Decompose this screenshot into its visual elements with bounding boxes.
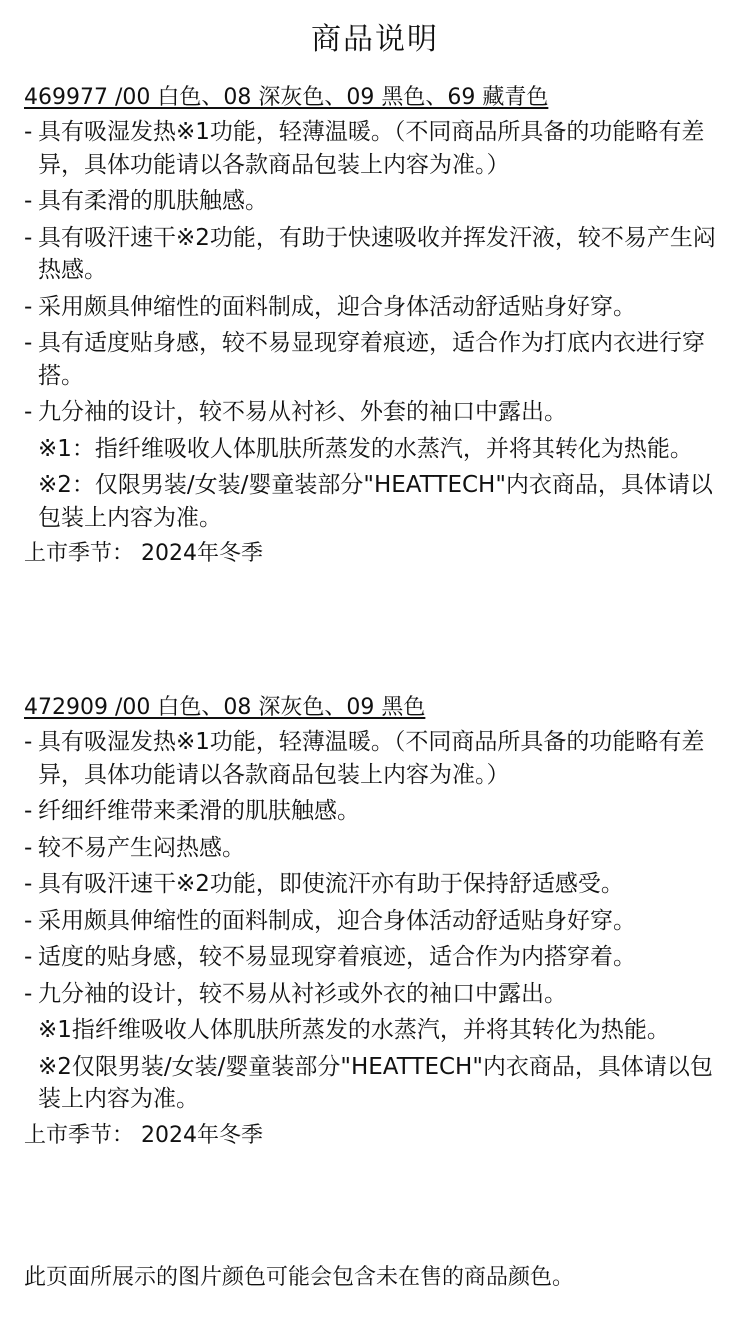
feature-text: 具有吸湿发热※1功能，轻薄温暖。（不同商品所具备的功能略有差异，具体功能请以各款商品包装上内容为准。）: [38, 119, 705, 178]
dash-marker: -: [24, 330, 33, 356]
release-season: 上市季节： 2024年冬季: [24, 1122, 263, 1148]
product-code-heading: 469977 /00 白色、08 深灰色、09 黑色、69 藏青色: [24, 85, 549, 110]
feature-item: [24, 832, 734, 865]
release-season: 上市季节： 2024年冬季: [24, 541, 263, 566]
dash-marker: -: [24, 834, 33, 861]
feature-item: [24, 978, 734, 1011]
feature-text: 具有吸汗速干※2功能，有助于快速吸收并挥发汗液，较不易产生闷热感。: [38, 224, 716, 283]
product-section-469977: [24, 82, 734, 570]
feature-list: [24, 726, 734, 1010]
feature-item: [24, 726, 734, 791]
feature-text: 适度的贴身感，较不易显现穿着痕迹，适合作为内搭穿着。: [38, 944, 636, 970]
feature-item: [24, 941, 734, 974]
dash-marker: -: [24, 119, 33, 145]
feature-text: 具有适度贴身感，较不易显现穿着痕迹，适合作为打底内衣进行穿搭。: [38, 330, 705, 389]
dash-marker: -: [24, 907, 33, 934]
feature-item: [24, 327, 734, 392]
feature-item: [24, 222, 734, 287]
feature-item: [24, 868, 734, 901]
feature-item: [24, 795, 734, 828]
feature-item: [24, 291, 734, 324]
dash-marker: -: [24, 729, 33, 755]
feature-text: 具有吸湿发热※1功能，轻薄温暖。（不同商品所具备的功能略有差异，具体功能请以各款商品包装上内容为准。）: [38, 729, 705, 788]
dash-marker: -: [24, 871, 33, 897]
footnote-2: ※2仅限男装/女装/婴童装部分"HEATTECH"内衣商品，具体请以包装上内容为准。: [38, 1053, 713, 1112]
footnote-1: ※1：指纤维吸收人体肌肤所蒸发的水蒸汽，并将其转化为热能。: [38, 435, 693, 462]
feature-text: 采用颇具伸缩性的面料制成，迎合身体活动舒适贴身好穿。: [38, 907, 636, 934]
dash-marker: -: [24, 399, 33, 425]
dash-marker: -: [24, 224, 33, 251]
feature-item: [24, 116, 734, 181]
feature-item: [24, 396, 734, 429]
color-disclaimer: 此页面所展示的图片颜色可能会包含未在售的商品颜色。: [24, 1265, 575, 1290]
feature-text: 九分袖的设计，较不易从衬衫、外套的袖口中露出。: [38, 399, 567, 425]
feature-item: [24, 185, 734, 218]
dash-marker: -: [24, 798, 33, 824]
feature-item: [24, 905, 734, 938]
dash-marker: -: [24, 980, 33, 1007]
feature-list: [24, 116, 734, 429]
feature-text: 具有吸汗速干※2功能，即使流汗亦有助于保持舒适感受。: [38, 871, 624, 897]
footnote-1: ※1指纤维吸收人体肌肤所蒸发的水蒸汽，并将其转化为热能。: [38, 1017, 670, 1043]
footnote-2: ※2：仅限男装/女装/婴童装部分"HEATTECH"内衣商品，具体请以包装上内容为准。: [38, 472, 713, 531]
dash-marker: -: [24, 188, 33, 214]
feature-text: 纤细纤维带来柔滑的肌肤触感。: [38, 798, 360, 824]
feature-text: 具有柔滑的肌肤触感。: [38, 188, 268, 214]
dash-marker: -: [24, 293, 33, 320]
feature-text: 采用颇具伸缩性的面料制成，迎合身体活动舒适贴身好穿。: [38, 293, 636, 320]
feature-text: 较不易产生闷热感。: [38, 834, 245, 861]
product-section-472909: [24, 692, 734, 1152]
dash-marker: -: [24, 944, 33, 970]
page-title: 商品说明: [311, 22, 439, 57]
product-code-heading: 472909 /00 白色、08 深灰色、09 黑色: [24, 695, 426, 720]
feature-text: 九分袖的设计，较不易从衬衫或外衣的袖口中露出。: [38, 980, 567, 1007]
